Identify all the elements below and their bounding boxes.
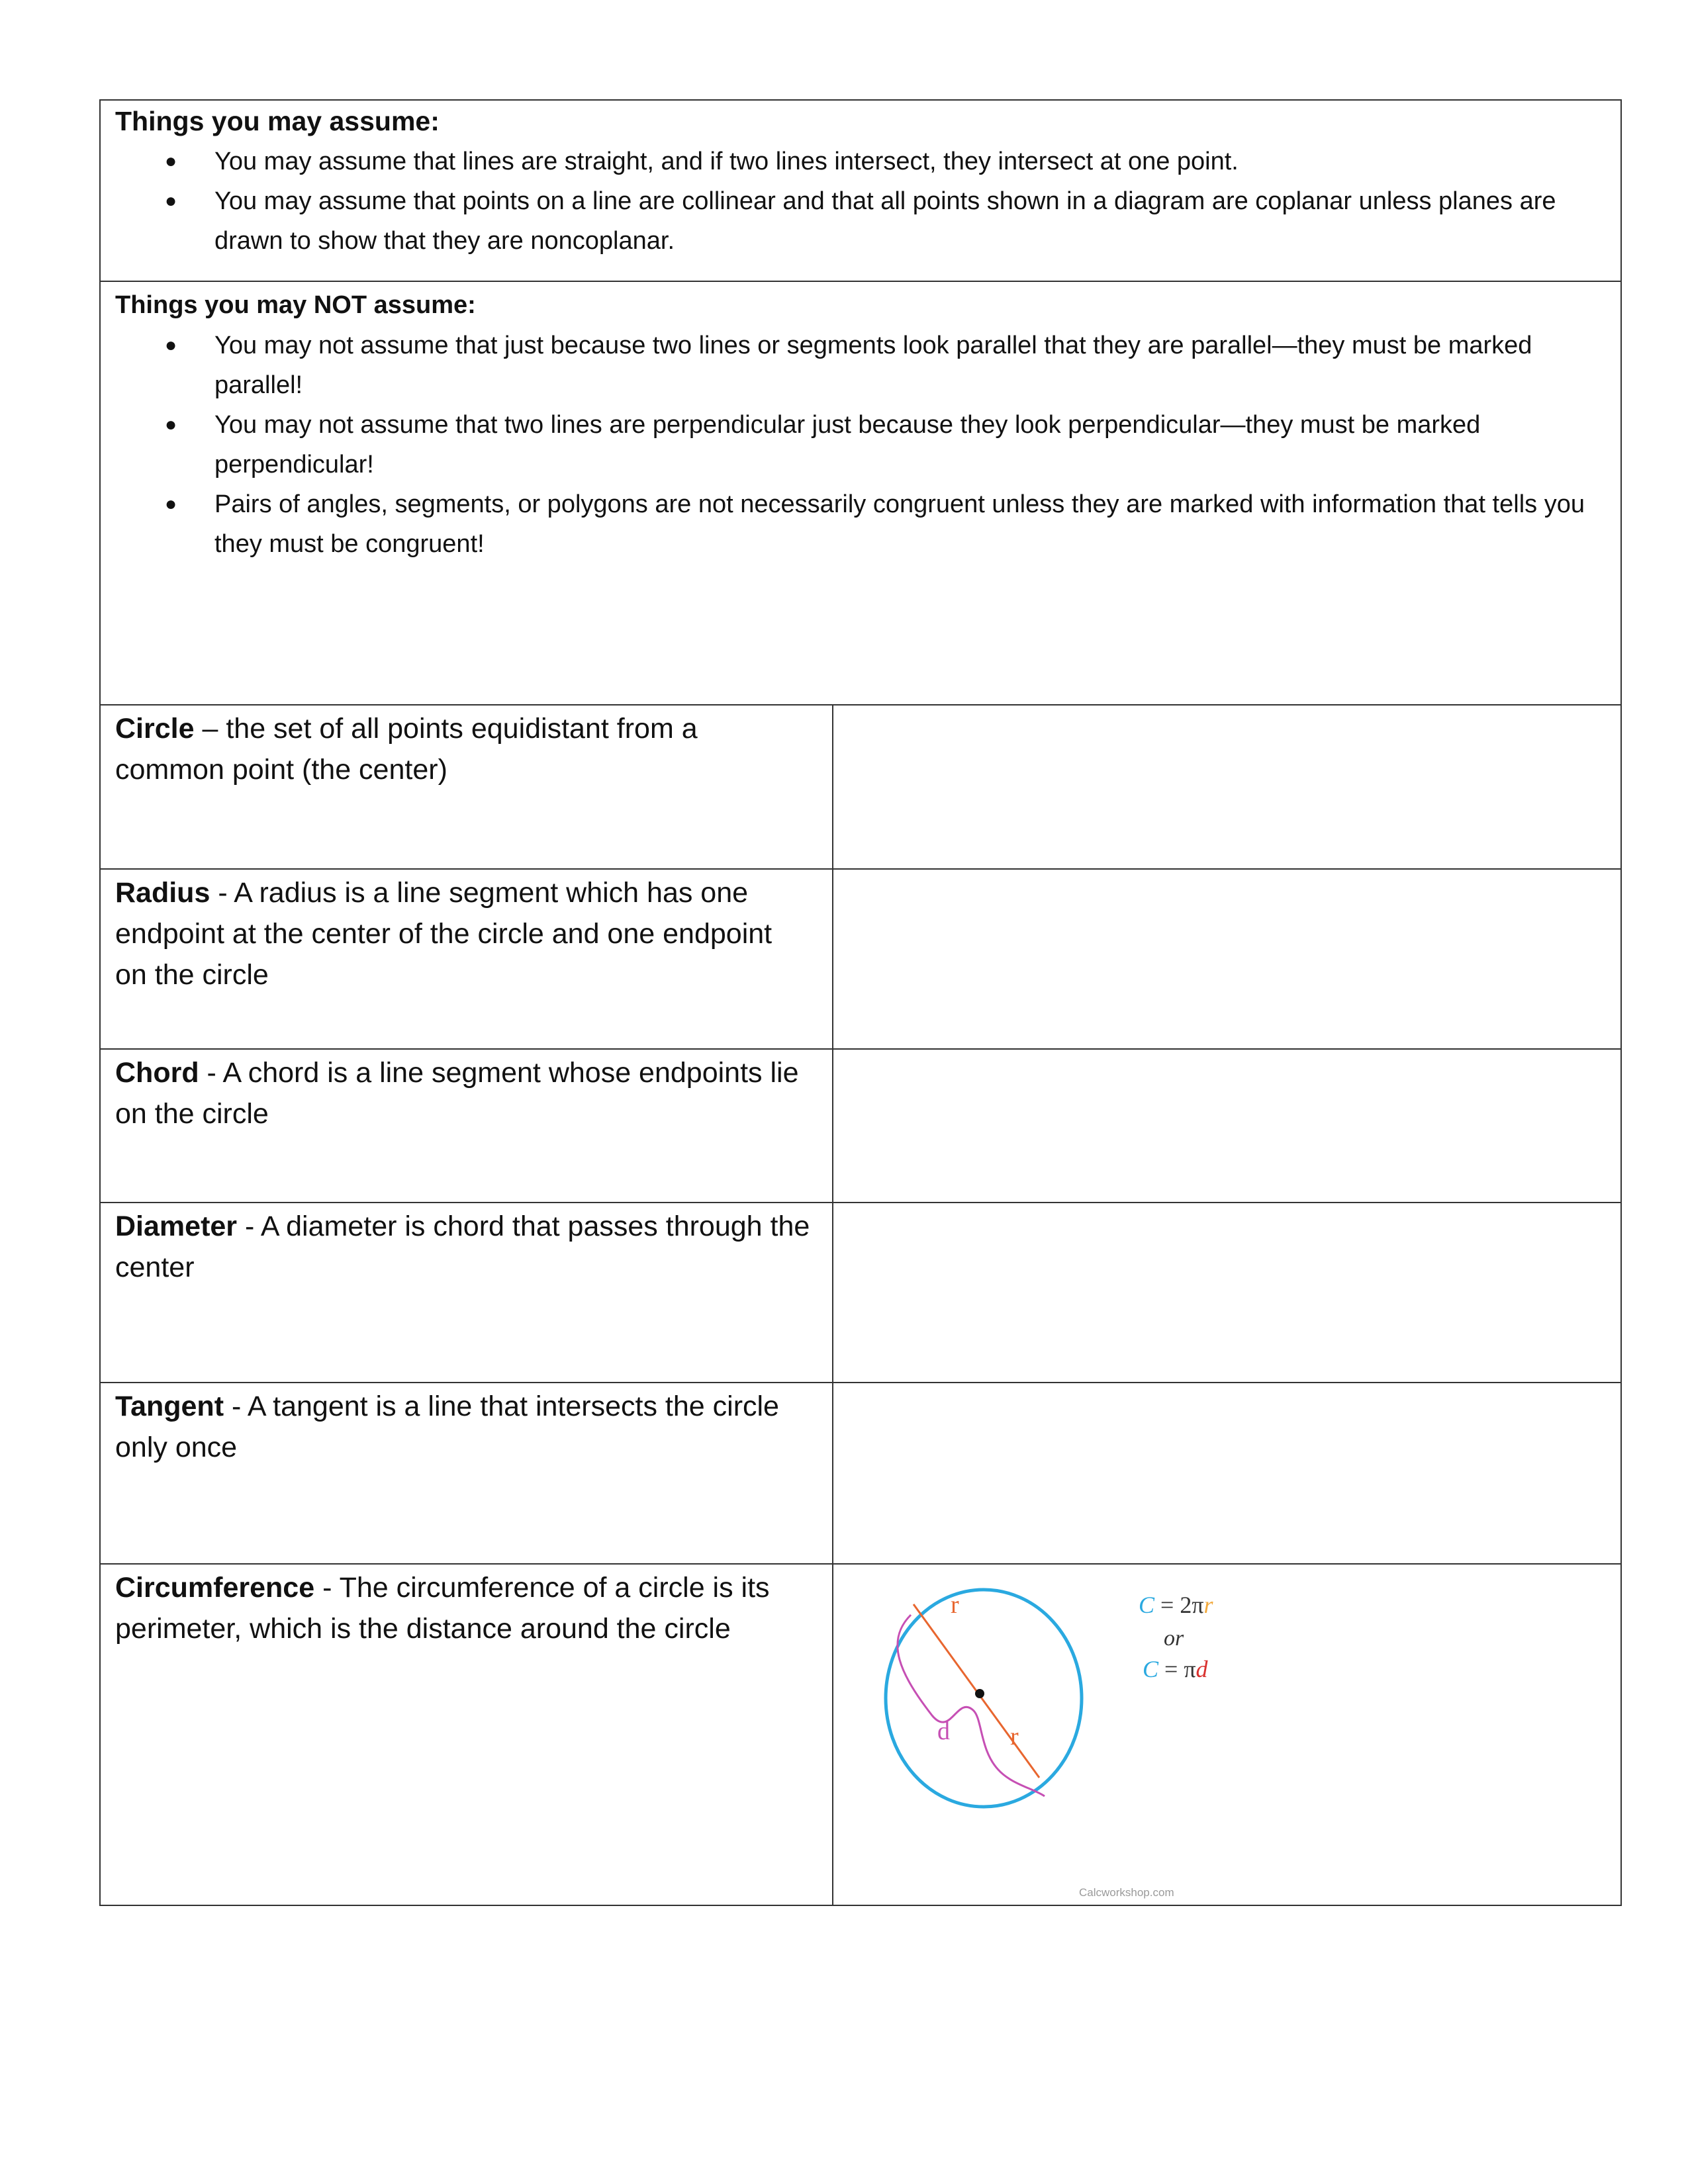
term-radius — [115, 872, 810, 995]
divider — [101, 1202, 1620, 1203]
term-tangent — [115, 1386, 810, 1468]
not-assume-bullet: ● You may not assume that just because two lines or segments look parallel that they are parallel—they must be marked parallel! — [214, 326, 1594, 405]
circle-shape — [886, 1590, 1082, 1807]
not-assume-section — [115, 287, 1594, 564]
assume-list — [115, 142, 1594, 261]
term-name: Chord — [115, 1057, 199, 1089]
term-diameter — [115, 1206, 810, 1288]
formula-or: or — [1164, 1626, 1184, 1651]
formula-circumference-diameter — [1143, 1656, 1209, 1682]
term-definition: A radius is a line segment which has one endpoint at the center of the circle and one endpoint on the circle — [115, 877, 773, 991]
term-definition: A diameter is chord that passes through the center — [115, 1210, 810, 1283]
term-circumference — [115, 1567, 810, 1649]
radius-label-upper: r — [951, 1591, 959, 1619]
term-definition: A tangent is a line that intersects the circle only once — [115, 1390, 779, 1463]
diameter-brace — [898, 1615, 1045, 1796]
term-separator: – — [194, 713, 226, 745]
assume-bullet: ● You may assume that points on a line are collinear and that all points shown in a diagram are coplanar unless planes are drawn to show that they are noncoplanar. — [214, 181, 1594, 261]
diameter-label: d — [937, 1717, 950, 1745]
formula-eq: = 2π — [1154, 1592, 1204, 1618]
center-point — [975, 1689, 984, 1698]
not-assume-heading: Things you may NOT assume: — [115, 291, 476, 319]
formula-r: r — [1203, 1592, 1213, 1618]
term-name: Diameter — [115, 1210, 238, 1242]
assume-heading: Things you may assume: — [115, 106, 440, 136]
term-definition: The circumference of a circle is its perimeter, which is the distance around the circle — [115, 1572, 770, 1645]
formula-d: d — [1196, 1656, 1208, 1682]
term-separator: - — [237, 1210, 261, 1242]
formula-c: C — [1139, 1592, 1155, 1618]
term-circle — [115, 708, 810, 790]
term-separator: - — [199, 1057, 223, 1089]
divider — [101, 281, 1620, 282]
term-separator: - — [224, 1390, 248, 1422]
not-assume-list — [115, 326, 1594, 564]
term-separator: - — [210, 877, 234, 909]
term-name: Circumference — [115, 1572, 315, 1604]
formula-circumference-radius — [1139, 1592, 1214, 1618]
term-definition: the set of all points equidistant from a common point (the center) — [115, 713, 698, 786]
radius-label-lower: r — [1010, 1723, 1019, 1751]
formula-c: C — [1143, 1656, 1159, 1682]
not-assume-bullet: ● You may not assume that two lines are perpendicular just because they look perpendicular—they must be marked perpendicular! — [214, 405, 1594, 484]
term-chord — [115, 1052, 810, 1134]
term-separator: - — [314, 1572, 340, 1604]
term-name: Tangent — [115, 1390, 224, 1422]
formula-eq: = π — [1158, 1656, 1196, 1682]
divider — [101, 1048, 1620, 1050]
term-name: Circle — [115, 713, 195, 745]
term-definition: A chord is a line segment whose endpoints lie on the circle — [115, 1057, 799, 1130]
divider — [101, 868, 1620, 870]
assume-section — [115, 103, 1594, 261]
image-credit: Calcworkshop.com — [1079, 1886, 1174, 1899]
circumference-diagram — [821, 1549, 1231, 1919]
divider — [101, 704, 1620, 705]
assume-bullet: ● You may assume that lines are straight, and if two lines intersect, they intersect at one point. — [214, 142, 1594, 181]
term-name: Radius — [115, 877, 211, 909]
not-assume-bullet: ● Pairs of angles, segments, or polygons are not necessarily congruent unless they are marked with information that tells you they must be congruent! — [214, 484, 1594, 564]
divider — [101, 1382, 1620, 1383]
